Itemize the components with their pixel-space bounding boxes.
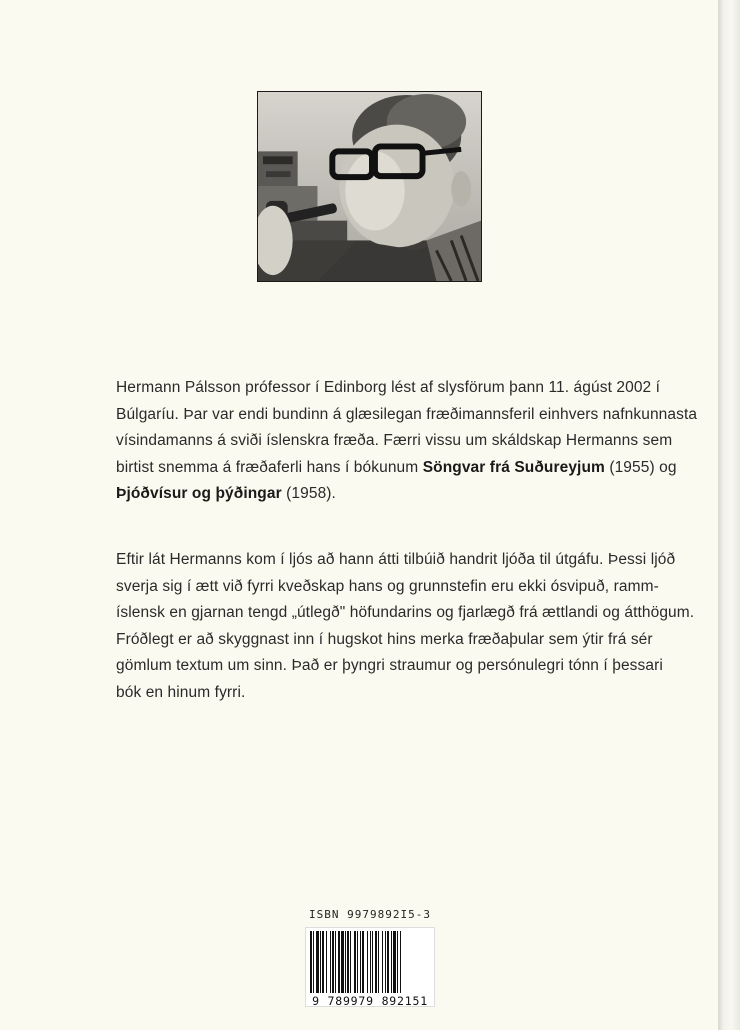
barcode-bar: [357, 931, 358, 993]
barcode-bar: [367, 931, 368, 993]
barcode: [305, 927, 435, 1007]
paragraph-1-line: [116, 455, 677, 482]
paragraph-1-line: vísindamanns á sviði íslenskra fræða. Færri vissu um skáldskap Hermanns sem: [116, 432, 673, 449]
isbn-block: [303, 908, 437, 1007]
barcode-bar: [347, 931, 349, 993]
paragraph-1: [116, 375, 698, 508]
portrait-photo-icon: [258, 92, 481, 281]
barcode-bar: [393, 931, 396, 993]
barcode-number: 9 789979 892151: [312, 994, 428, 1008]
barcode-bar: [330, 931, 331, 993]
paragraph-1-line-text: birtist snemma á fræðaferli hans í bókunum: [116, 458, 423, 476]
barcode-bar: [320, 931, 321, 993]
barcode-bar: [400, 931, 401, 993]
barcode-bar: [385, 931, 386, 993]
paragraph-2-line: gömlum textum um sinn. Það er þyngri straumur og persónulegri tónn í þessari: [116, 657, 663, 674]
barcode-bar: [345, 931, 346, 993]
barcode-bar: [326, 931, 327, 993]
barcode-bar: [310, 931, 312, 993]
author-photo: [257, 91, 482, 282]
barcode-bar: [322, 931, 324, 993]
barcode-bar: [341, 931, 344, 993]
barcode-bar: [370, 931, 371, 993]
paragraph-1-line: Búlgaríu. Þar var endi bundinn á glæsilegan fræðimannsferil einhvers nafnkunnasta: [116, 405, 698, 423]
paragraph-1-line: [116, 481, 636, 508]
paragraph-1-line: Hermann Pálsson prófessor í Edinborg lést af slysförum þann 11. ágúst 2002 í: [116, 379, 661, 396]
paragraph-2-line: íslensk en gjarnan tengd „útlegð" höfundarins og fjarlægð frá ættlandi og átthögum.: [116, 604, 695, 621]
page-edge: [718, 0, 740, 1030]
barcode-bar: [397, 931, 398, 993]
barcode-bar: [387, 931, 389, 993]
paragraph-2: [116, 547, 695, 706]
barcode-bar: [313, 931, 314, 993]
barcode-bar: [391, 931, 392, 993]
barcode-bar: [350, 931, 351, 993]
book-title-1: Söngvar frá Suðureyjum: [422, 458, 605, 476]
barcode-icon: [310, 931, 430, 993]
barcode-bar: [372, 931, 373, 993]
isbn-label: ISBN 9979892I5-3: [309, 908, 431, 921]
barcode-bar: [362, 931, 364, 993]
book-year-1: (1955) og: [604, 458, 677, 476]
barcode-bar: [382, 931, 383, 993]
book-title-2: Þjóðvísur og þýðingar: [116, 485, 282, 502]
barcode-bar: [338, 931, 340, 993]
barcode-bar: [335, 931, 336, 993]
barcode-bar: [378, 931, 379, 993]
paragraph-2-line: Fróðlegt er að skyggnast inn í hugskot hins merka fræðaþular sem ýtir frá sér: [116, 630, 653, 648]
book-year-2: (1958).: [281, 485, 336, 502]
barcode-bar: [375, 931, 377, 993]
paragraph-2-line: Eftir lát Hermanns kom í ljós að hann átti tilbúið handrit ljóða til útgáfu. Þessi ljóð: [116, 551, 676, 568]
paragraph-2-line: sverja sig í ætt við fyrri kveðskap hans og grunnstefin eru ekki ósvipuð, ramm-: [116, 577, 659, 595]
barcode-bar: [354, 931, 356, 993]
barcode-bar: [360, 931, 361, 993]
barcode-bar: [316, 931, 319, 993]
barcode-bar: [332, 931, 334, 993]
paragraph-2-line: bók en hinum fyrri.: [116, 683, 246, 701]
